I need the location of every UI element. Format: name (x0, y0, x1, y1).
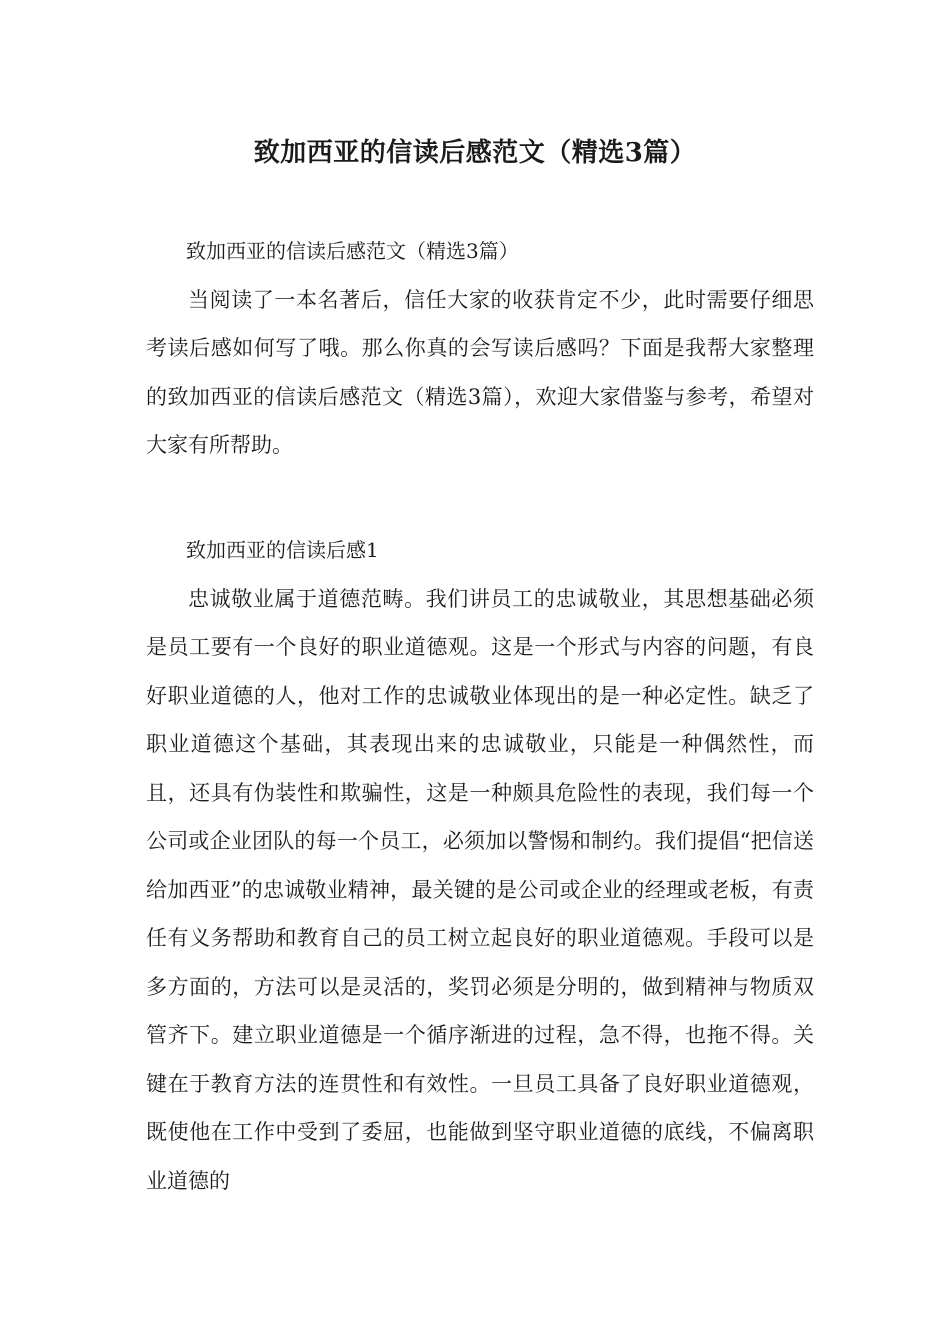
intro-subtitle: 致加西亚的信读后感范文（精选3篇） (186, 239, 519, 263)
intro-section (146, 227, 814, 470)
article-1-paragraph: 忠诚敬业属于道德范畴。我们讲员工的忠诚敬业，其思想基础必须是员工要有一个良好的职业道德观。这是一个形式与内容的问题，有良好职业道德的人，他对工作的忠诚敬业体现出的是一种必定性。缺乏了职业道德这个基础，其表现出来的忠诚敬业，只能是一种偶然性，而且，还具有伪装性和欺骗性，这是一种颇具危险性的表现，我们每一个公司或企业团队的每一个员工，必须加以警惕和制约。我们提倡“把信送给加西亚”的忠诚敬业精神，最关键的是公司或企业的经理或老板，有责任有义务帮助和教育自己的员工树立起良好的职业道德观。手段可以是多方面的，方法可以是灵活的，奖罚必须是分明的，做到精神与物质双管齐下。建立职业道德是一个循序渐进的过程，急不得，也拖不得。关键在于教育方法的连贯性和有效性。一旦员工具备了良好职业道德观，既使他在工作中受到了委屈，也能做到坚守职业道德的底线，不偏离职业道德的 (146, 586, 814, 1193)
intro-paragraph: 当阅读了一本名著后，信任大家的收获肯定不少，此时需要仔细思考读后感如何写了哦。那么你真的会写读后感吗？下面是我帮大家整理的致加西亚的信读后感范文（精选3篇），欢迎大家借鉴与参考，希望对大家有所帮助。 (146, 287, 814, 457)
article-1-heading: 致加西亚的信读后感1 (186, 538, 379, 562)
document-title: 致加西亚的信读后感范文（精选3篇） (253, 138, 697, 168)
article-1-section (146, 526, 814, 1205)
